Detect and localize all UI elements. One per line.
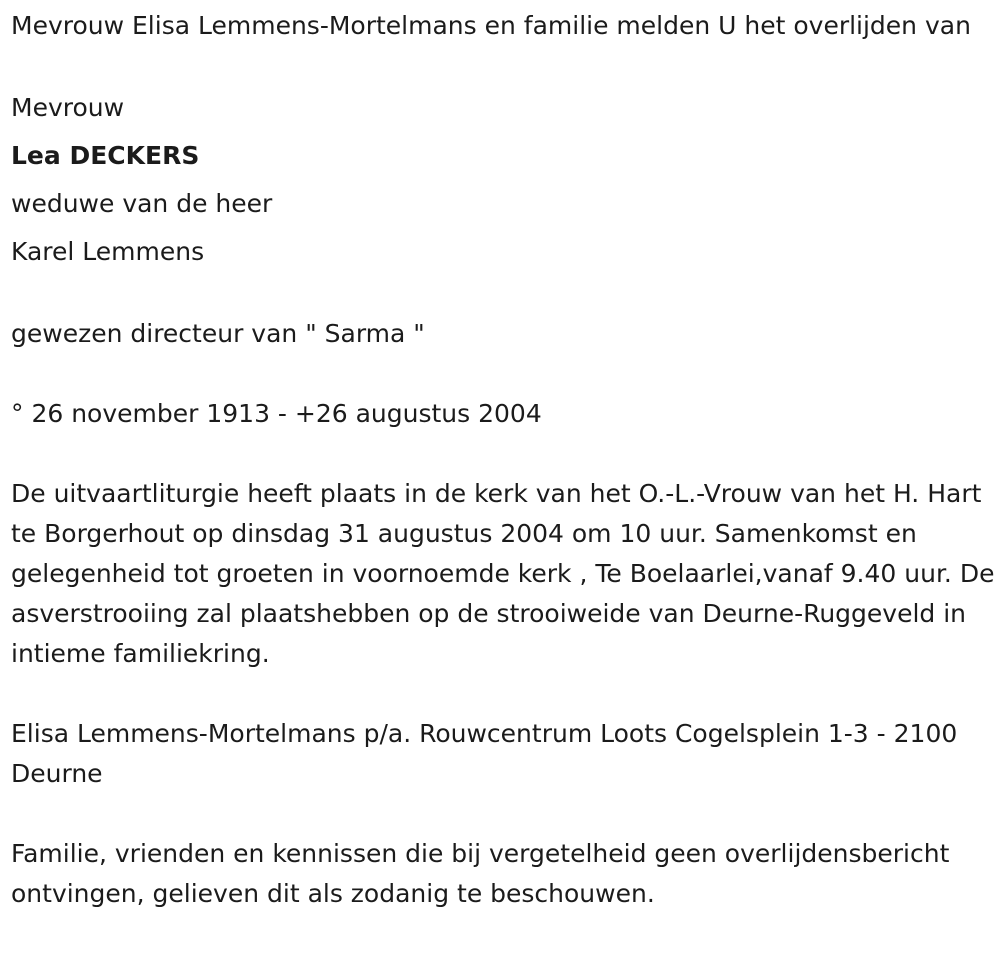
occupation-text: gewezen directeur van " Sarma " [11,319,425,348]
spacer [11,354,996,394]
spacer [11,276,996,314]
deceased-name: Lea DECKERS [11,141,200,170]
relation-text: weduwe van de heer [11,189,273,218]
contact-address: Elisa Lemmens-Mortelmans p/a. Rouwcentrum Loots Cogelsplein 1-3 - 2100 Deurne [11,719,958,788]
obituary-notice [11,6,996,914]
closing-text: Familie, vrienden en kennissen die bij vergetelheid geen overlijdensbericht ontvingen, gelieven dit als zodanig te beschouwen. [11,839,950,908]
intro-text: Mevrouw Elisa Lemmens-Mortelmans en familie melden U het overlijden van [11,11,971,40]
spacer [11,46,996,84]
funeral-details: De uitvaartliturgie heeft plaats in de kerk van het O.-L.-Vrouw van het H. Hart te Borgerhout op dinsdag 31 augustus 2004 om 10 uur. Samenkomst en gelegenheid tot groeten in voornoemde kerk , Te Boelaarlei,vanaf 9.40 uur. De asverstrooiing zal plaatshebben op de strooiweide van Deurne-Ruggeveld in intieme familiekring. [11,479,995,668]
spouse-name: Karel Lemmens [11,237,205,266]
spacer [11,794,996,834]
life-dates: ° 26 november 1913 - +26 augustus 2004 [11,399,542,428]
salutation: Mevrouw [11,93,125,122]
spacer [11,674,996,714]
spacer [11,434,996,474]
